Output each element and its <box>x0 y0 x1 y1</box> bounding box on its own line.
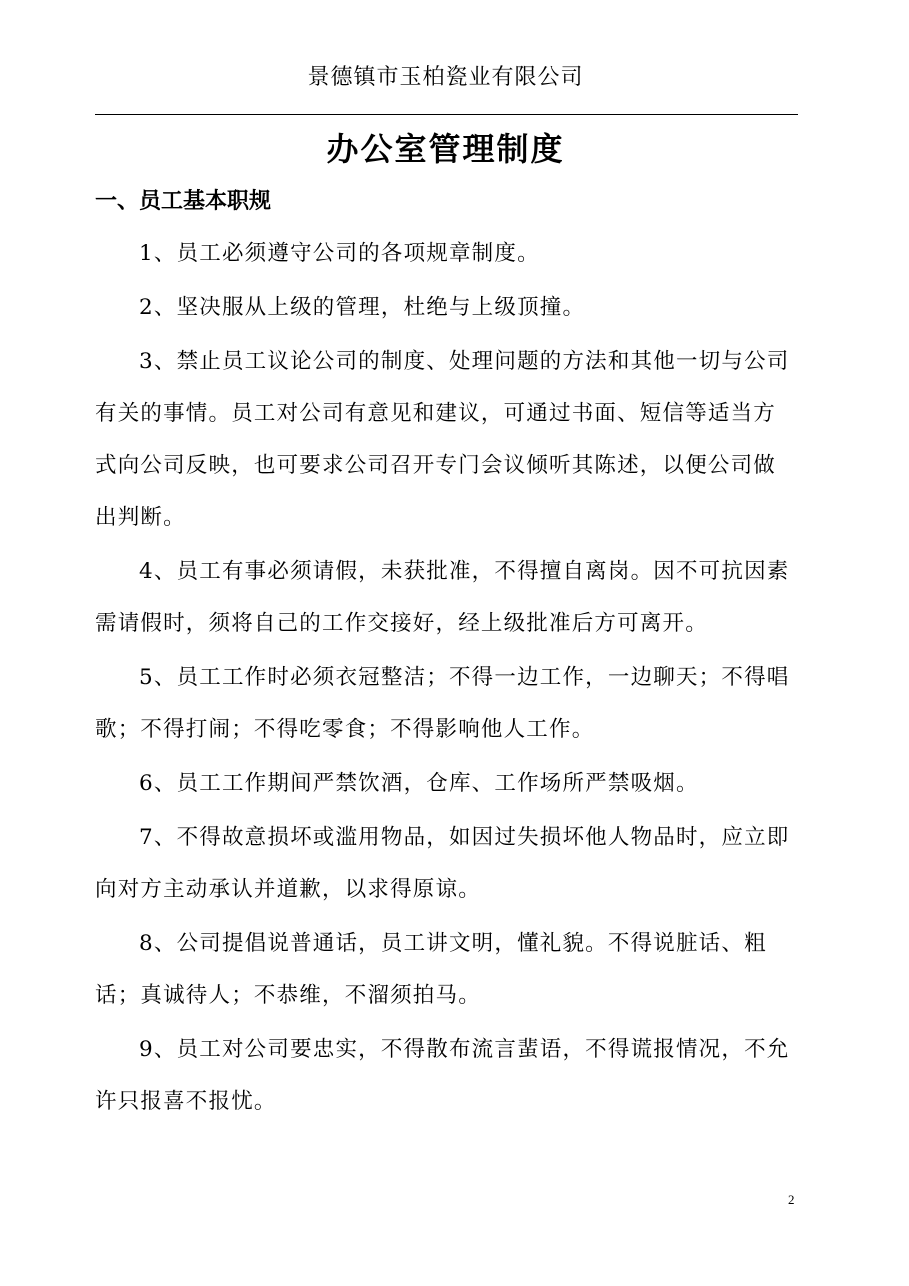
rule-paragraph-7: 7、不得故意损坏或滥用物品，如因过失损坏他人物品时，应立即向对方主动承认并道歉，以求得原谅。 <box>95 825 790 902</box>
company-header: 景德镇市玉柏瓷业有限公司 <box>307 65 584 90</box>
rule-paragraph-6: 6、员工工作期间严禁饮酒，仓库、工作场所严禁吸烟。 <box>139 771 699 796</box>
rule-paragraph-9: 9、员工对公司要忠实，不得散布流言蜚语，不得谎报情况，不允许只报喜不报忧。 <box>95 1037 790 1114</box>
section-heading: 一、员工基本职规 <box>95 189 272 214</box>
header-divider <box>95 114 798 115</box>
document-title: 办公室管理制度 <box>326 130 565 168</box>
page-number: 2 <box>788 1192 795 1207</box>
rule-paragraph-3: 3、禁止员工议论公司的制度、处理问题的方法和其他一切与公司有关的事情。员工对公司有意见和建议，可通过书面、短信等适当方式向公司反映，也可要求公司召开专门会议倾听其陈述，以便公司做出判断。 <box>95 349 790 530</box>
rule-paragraph-8: 8、公司提倡说普通话，员工讲文明，懂礼貌。不得说脏话、粗话；真诚待人；不恭维，不溜须拍马。 <box>95 931 767 1008</box>
rule-paragraph-2: 2、坚决服从上级的管理，杜绝与上级顶撞。 <box>139 295 586 320</box>
document-body <box>95 228 798 1130</box>
rule-paragraph-1: 1、员工必须遵守公司的各项规章制度。 <box>139 241 540 266</box>
rule-paragraph-5: 5、员工工作时必须衣冠整洁；不得一边工作，一边聊天；不得唱歌；不得打闹；不得吃零食；不得影响他人工作。 <box>95 665 790 742</box>
rule-paragraph-4: 4、员工有事必须请假，未获批准，不得擅自离岗。因不可抗因素需请假时，须将自己的工作交接好，经上级批准后方可离开。 <box>95 559 790 636</box>
